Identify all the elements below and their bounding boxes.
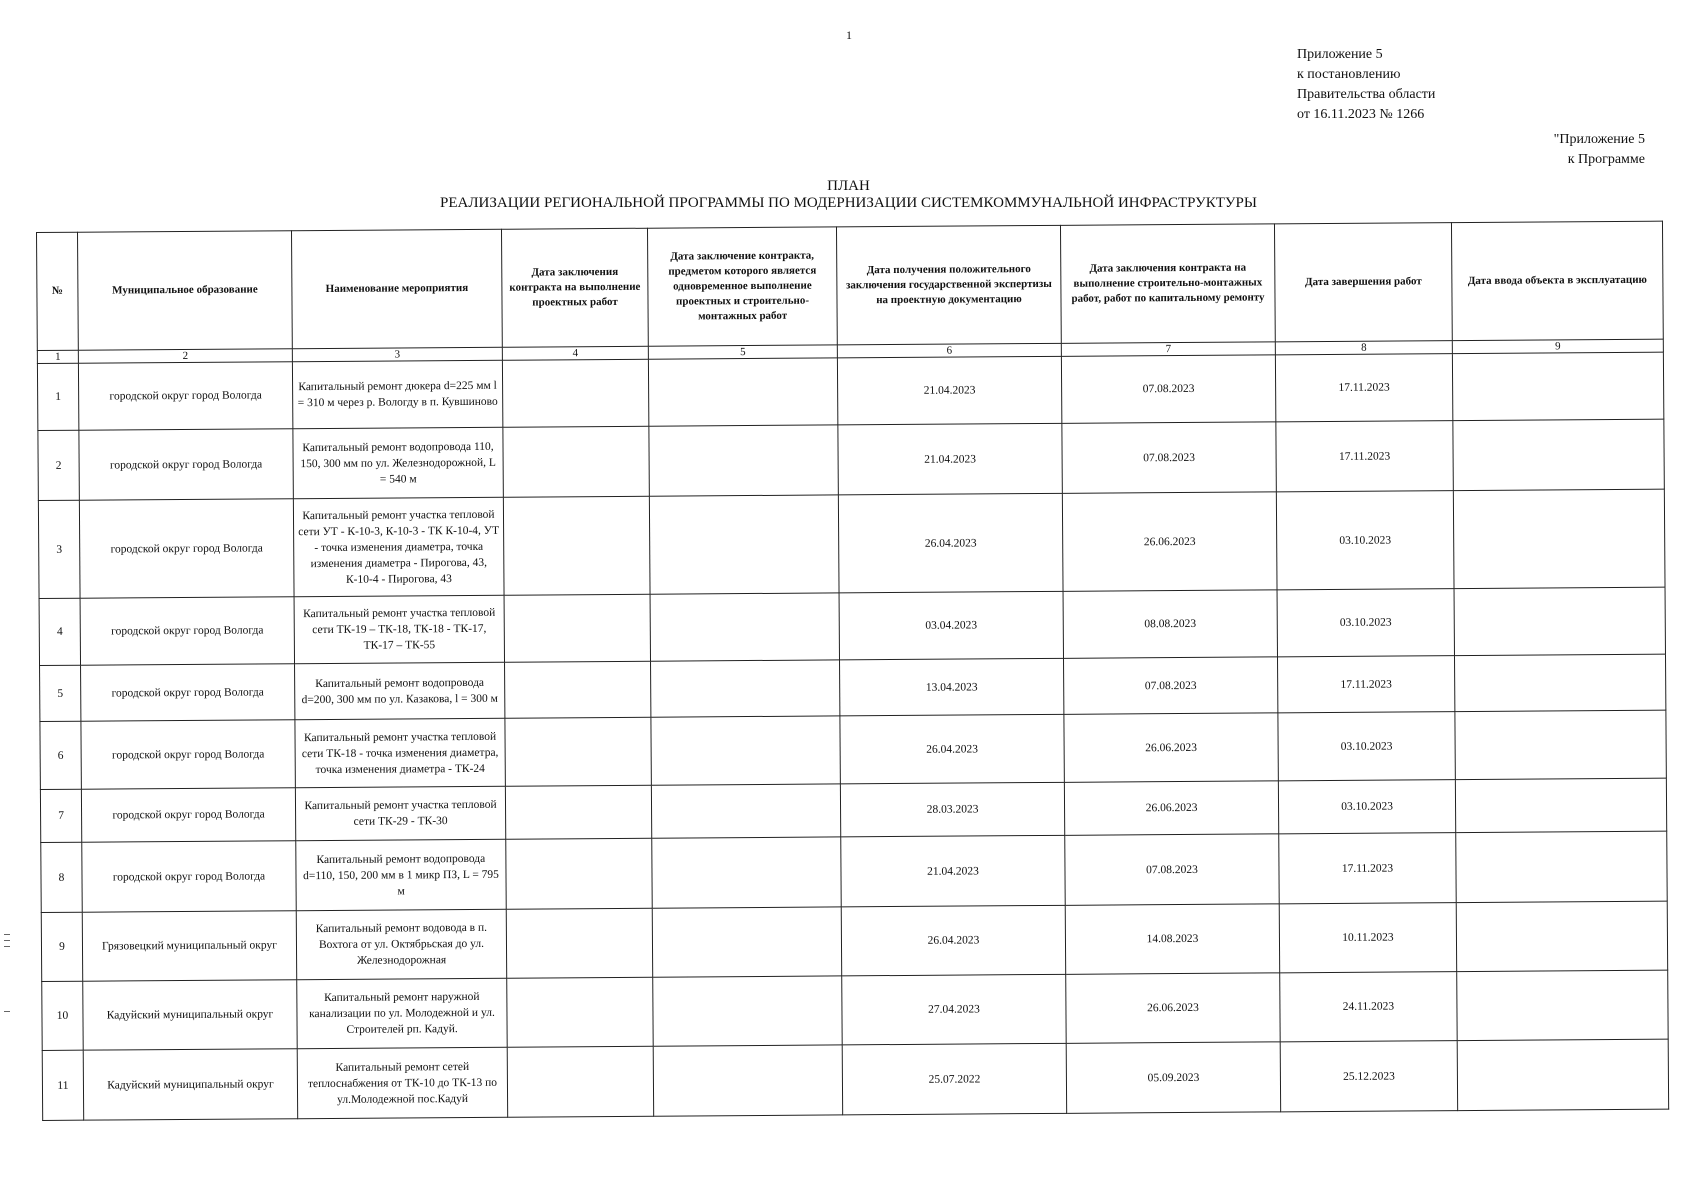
cell-construction-contract-date: 26.06.2023 <box>1066 973 1280 1043</box>
cell-completion-date: 24.11.2023 <box>1280 972 1457 1042</box>
cell-municipality: городской округ город Вологда <box>81 664 295 721</box>
cell-completion-date: 17.11.2023 <box>1279 833 1456 904</box>
scan-margin-mark <box>4 946 10 947</box>
cell-completion-date: 03.10.2023 <box>1278 712 1455 781</box>
plan-table <box>36 221 1669 1121</box>
table-header-row <box>37 221 1664 350</box>
cell-number: 2 <box>38 430 79 500</box>
cell-municipality: городской округ город Вологда <box>79 499 294 598</box>
cell-combined-contract-date <box>650 593 839 661</box>
cell-expertise-date: 26.04.2023 <box>841 905 1065 976</box>
cell-number: 1 <box>37 363 78 430</box>
cell-construction-contract-date: 26.06.2023 <box>1064 781 1278 835</box>
program-reference-line: "Приложение 5 <box>1553 132 1645 147</box>
header-construction-contract-date: Дата заключения контракта на выполнение строительно-монтажных работ, работ по капитальному ремонту <box>1060 224 1275 343</box>
cell-commissioning-date <box>1453 489 1665 588</box>
table-row <box>38 419 1664 500</box>
cell-expertise-date: 27.04.2023 <box>842 974 1066 1045</box>
header-commissioning-date: Дата ввода объекта в эксплуатацию <box>1451 221 1663 340</box>
header-number: № <box>37 232 79 350</box>
cell-number: 10 <box>42 981 83 1050</box>
cell-commissioning-date <box>1455 778 1666 832</box>
table-row <box>38 489 1665 598</box>
cell-construction-contract-date: 07.08.2023 <box>1064 657 1278 714</box>
cell-activity: Капитальный ремонт участка тепловой сети ТК-18 - точка изменения диаметра, точка изменения диаметра - ТК-24 <box>295 718 505 787</box>
table-row <box>37 352 1663 430</box>
cell-number: 8 <box>41 842 82 912</box>
cell-municipality: городской округ город Вологда <box>78 362 292 430</box>
column-number: 1 <box>37 350 78 363</box>
cell-design-contract-date <box>502 359 648 427</box>
cell-combined-contract-date <box>652 837 841 908</box>
cell-municipality: городской округ город Вологда <box>81 720 295 789</box>
cell-combined-contract-date <box>649 495 839 594</box>
cell-activity: Капитальный ремонт участка тепловой сети ТК-19 – ТК-18, ТК-18 - ТК-17, ТК-17 – ТК-55 <box>294 595 504 663</box>
cell-completion-date: 17.11.2023 <box>1275 354 1452 422</box>
cell-activity: Капитальный ремонт наружной канализации по ул. Молодежной и ул. Строителей рп. Кадуй. <box>297 978 507 1048</box>
column-number: 8 <box>1275 341 1452 355</box>
table-row <box>39 587 1665 665</box>
cell-municipality: городской округ город Вологда <box>81 788 295 842</box>
cell-activity: Капитальный ремонт дюкера d=225 мм l = 310 м через р. Вологду в п. Кувшиново <box>292 360 502 428</box>
column-number: 5 <box>648 345 837 359</box>
cell-completion-date: 17.11.2023 <box>1277 656 1454 713</box>
cell-combined-contract-date <box>648 358 837 426</box>
cell-design-contract-date <box>506 908 652 978</box>
cell-expertise-date: 28.03.2023 <box>840 782 1064 837</box>
cell-combined-contract-date <box>649 425 838 496</box>
header-design-contract-date: Дата заключения контракта на выполнение проектных работ <box>501 228 648 347</box>
cell-number: 7 <box>40 789 81 842</box>
title-line: ПЛАН <box>827 178 870 194</box>
column-number: 2 <box>78 349 292 363</box>
cell-combined-contract-date <box>653 976 842 1046</box>
cell-activity: Капитальный ремонт водопровода 110, 150, 300 мм по ул. Железнодорожной, L = 540 м <box>293 427 503 498</box>
appendix-line: от 16.11.2023 № 1266 <box>1297 107 1425 122</box>
cell-activity: Капитальный ремонт участка тепловой сети УТ - К-10-3, К-10-3 - ТК К-10-4, УТ - точка изменения диаметра, точка изменения диаметра - Пирогова, 43, К-10-4 - Пирогова, 43 <box>293 497 504 596</box>
cell-number: 11 <box>42 1050 83 1120</box>
column-number: 7 <box>1061 342 1275 356</box>
cell-expertise-date: 03.04.2023 <box>839 591 1063 660</box>
column-number: 9 <box>1452 339 1663 353</box>
cell-number: 5 <box>40 665 81 721</box>
page-number: 1 <box>846 28 852 42</box>
cell-completion-date: 25.12.2023 <box>1280 1041 1457 1112</box>
header-activity: Наименование мероприятия <box>291 229 502 348</box>
cell-municipality: Грязовецкий муниципальный округ <box>82 911 296 981</box>
cell-commissioning-date <box>1456 901 1667 971</box>
appendix-line: к постановлению <box>1297 67 1401 82</box>
cell-expertise-date: 26.04.2023 <box>840 714 1064 784</box>
cell-design-contract-date <box>505 717 651 786</box>
cell-design-contract-date <box>505 785 651 839</box>
cell-expertise-date: 21.04.2023 <box>837 356 1061 425</box>
cell-commissioning-date <box>1453 419 1664 490</box>
cell-completion-date: 10.11.2023 <box>1279 903 1456 973</box>
cell-activity: Капитальный ремонт участка тепловой сети ТК-29 - ТК-30 <box>295 786 505 840</box>
cell-design-contract-date <box>507 1046 653 1117</box>
column-number: 3 <box>292 347 502 361</box>
cell-activity: Капитальный ремонт сетей теплоснабжения от ТК-10 до ТК-13 по ул.Молодежной пос.Кадуй <box>297 1047 507 1118</box>
cell-commissioning-date <box>1454 587 1665 655</box>
cell-design-contract-date <box>503 426 649 497</box>
table-row <box>40 710 1666 789</box>
cell-completion-date: 17.11.2023 <box>1276 421 1453 492</box>
cell-commissioning-date <box>1457 970 1668 1040</box>
cell-municipality: Кадуйский муниципальный округ <box>83 980 297 1050</box>
cell-expertise-date: 13.04.2023 <box>840 658 1064 716</box>
cell-municipality: Кадуйский муниципальный округ <box>83 1049 297 1120</box>
cell-combined-contract-date <box>651 716 840 785</box>
header-completion-date: Дата завершения работ <box>1274 223 1452 342</box>
cell-expertise-date: 25.07.2022 <box>842 1043 1066 1115</box>
cell-design-contract-date <box>505 661 651 718</box>
column-number: 6 <box>837 343 1061 358</box>
scan-margin-mark <box>4 1011 10 1012</box>
header-combined-contract-date: Дата заключение контракта, предметом которого является одновременное выполнение проектных и строительно-монтажных работ <box>647 227 837 346</box>
cell-activity: Капитальный ремонт водопровода d=110, 150, 200 мм в 1 микр ПЗ, L = 795 м <box>296 839 506 910</box>
cell-completion-date: 03.10.2023 <box>1276 491 1454 590</box>
header-expertise-date: Дата получения положительного заключения государственной экспертизы на проектную документацию <box>836 225 1061 345</box>
program-reference <box>1554 130 1645 170</box>
cell-design-contract-date <box>506 838 652 909</box>
cell-design-contract-date <box>503 496 650 595</box>
cell-municipality: городской округ город Вологда <box>80 597 294 665</box>
document-title <box>0 178 1697 212</box>
cell-design-contract-date <box>507 977 653 1047</box>
cell-municipality: городской округ город Вологда <box>82 841 296 912</box>
cell-commissioning-date <box>1454 654 1665 711</box>
cell-construction-contract-date: 05.09.2023 <box>1066 1042 1280 1113</box>
cell-activity: Капитальный ремонт водовода в п. Вохтога от ул. Октябрьская до ул. Железнодорожная <box>296 909 506 979</box>
cell-expertise-date: 21.04.2023 <box>838 423 1062 495</box>
cell-number: 4 <box>39 598 80 665</box>
cell-commissioning-date <box>1456 831 1667 902</box>
cell-commissioning-date <box>1452 352 1663 420</box>
cell-number: 3 <box>38 500 80 598</box>
cell-construction-contract-date: 14.08.2023 <box>1065 904 1279 974</box>
appendix-block <box>1297 45 1435 125</box>
cell-completion-date: 03.10.2023 <box>1277 589 1454 657</box>
cell-combined-contract-date <box>651 784 840 838</box>
cell-construction-contract-date: 07.08.2023 <box>1061 355 1275 423</box>
scan-margin-mark <box>4 934 10 935</box>
header-municipality: Муниципальное образование <box>78 231 293 350</box>
cell-construction-contract-date: 26.06.2023 <box>1064 713 1278 782</box>
cell-number: 9 <box>41 912 82 981</box>
cell-design-contract-date <box>504 594 650 662</box>
cell-activity: Капитальный ремонт водопровода d=200, 300 мм по ул. Казакова, l = 300 м <box>295 662 505 719</box>
appendix-line: Приложение 5 <box>1297 47 1383 62</box>
table-row <box>42 970 1668 1050</box>
cell-number: 6 <box>40 721 81 789</box>
table-row <box>42 1039 1668 1120</box>
column-number: 4 <box>502 346 648 360</box>
cell-completion-date: 03.10.2023 <box>1278 780 1455 834</box>
cell-commissioning-date <box>1457 1039 1668 1110</box>
program-reference-line: к Программе <box>1567 152 1645 167</box>
cell-construction-contract-date: 08.08.2023 <box>1063 590 1277 658</box>
appendix-line: Правительства области <box>1297 87 1436 102</box>
table-row <box>41 831 1667 912</box>
cell-expertise-date: 26.04.2023 <box>838 493 1063 593</box>
cell-commissioning-date <box>1455 710 1666 779</box>
cell-municipality: городской округ город Вологда <box>79 429 293 500</box>
cell-combined-contract-date <box>652 907 841 977</box>
cell-construction-contract-date: 26.06.2023 <box>1062 492 1277 591</box>
scan-margin-mark <box>4 940 10 941</box>
cell-combined-contract-date <box>653 1045 842 1116</box>
cell-construction-contract-date: 07.08.2023 <box>1065 834 1279 905</box>
cell-construction-contract-date: 07.08.2023 <box>1062 422 1276 493</box>
cell-combined-contract-date <box>651 660 840 717</box>
cell-expertise-date: 21.04.2023 <box>841 835 1065 907</box>
table-row <box>41 901 1667 981</box>
title-line: РЕАЛИЗАЦИИ РЕГИОНАЛЬНОЙ ПРОГРАММЫ ПО МОДЕРНИЗАЦИИ СИСТЕМКОММУНАЛЬНОЙ ИНФРАСТРУКТУРЫ <box>440 195 1257 211</box>
